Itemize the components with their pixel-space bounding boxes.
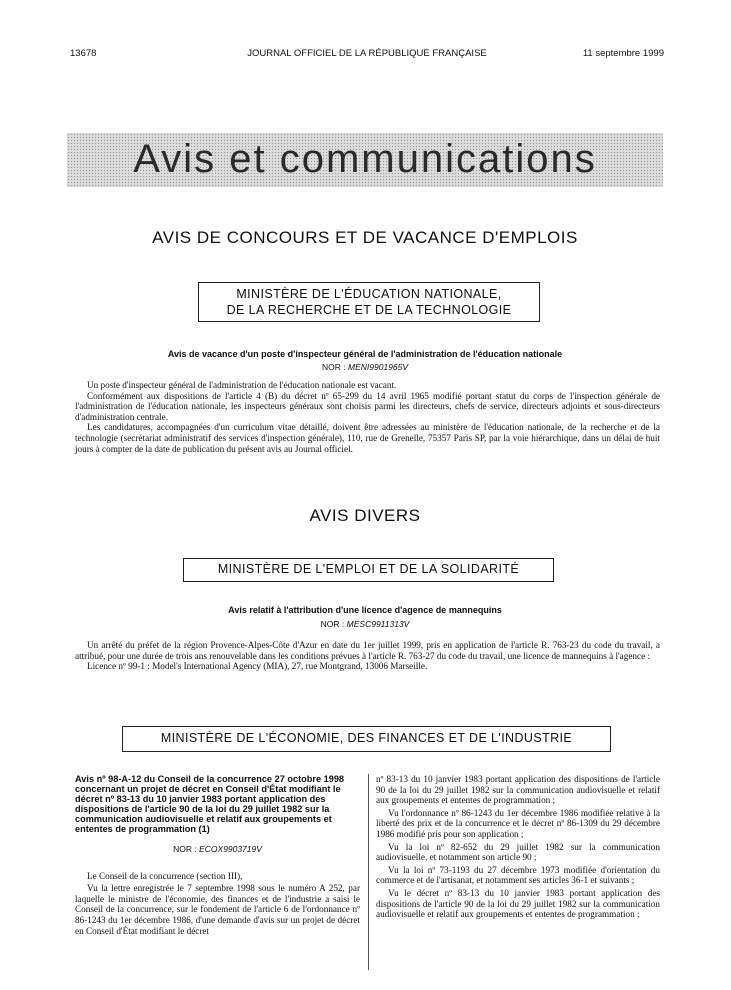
paragraph: Les candidatures, accompagnées d'un curriculum vitae détaillé, doivent être adressées au ministère de l'éducation nationale, de la recherche et de la technologie (secrétariat administratif des services d'inspection générale), 110, rue de Grenelle, 75357 Paris SP, par la voie hiérarchique, dans un délai de huit jours à compter de la date de publication du présent avis au Journal officiel. [75,422,660,454]
paragraph: Vu le décret nº 83-13 du 10 janvier 1983 portant application des dispositions de l'article 90 de la loi du 29 juillet 1982 sur la communication audiovisuelle et relatif aux groupements et ententes de programmation ; [376,887,660,920]
running-head [70,48,664,62]
paragraph: Vu l'ordonnance nº 86-1243 du 1er décembre 1986 modifiée relative à la liberté des prix et de la concurrence et le décret nº 86-1309 du 29 décembre 1986 modifié pris pour son application ; [376,807,660,839]
page-number: 13678 [70,48,97,59]
ministry-education-line2: DE LA RECHERCHE ET DE LA TECHNOLOGIE [226,303,512,317]
ministry-box-education [198,282,540,322]
nor-code: ECOX9903719V [199,844,262,854]
nor-label: NOR : [321,362,346,372]
nor-reference-3 [75,844,360,855]
left-column [75,774,360,938]
nor-reference-2 [67,619,663,629]
paragraph: Un arrêté du préfet de la région Provence-Alpes-Côte d'Azur en date du 1er juillet 1999, pris en application de l'article R. 763-23 du code du travail, a attribué, pour une durée de trois ans renouvelable dans les conditions prévues à l'article R. 763-27 du code du travail, une licence de mannequins à l'agence : [75,640,660,661]
paragraph: Licence nº 99-1 : Model's International Agency (MIA), 27, rue Montgrand, 13006 Marseille. [87,661,428,672]
section-heading-avis-divers: AVIS DIVERS [309,506,421,525]
notice-title-inspecteur: Avis de vacance d'un poste d'inspecteur général de l'administration de l'éducation nationale [167,349,563,359]
paragraph: nº 83-13 du 10 janvier 1983 portant application des dispositions de l'article 90 de la loi du 29 juillet 1982 sur la communication audiovisuelle et relatif aux groupements et ententes de programmation ; [376,774,660,806]
avis-title: Avis nº 98-A-12 du Conseil de la concurrence 27 octobre 1998 concernant un projet de décret en Conseil d'État modifiant le décret nº 83-13 du 10 janvier 1983 portant application des dispositions de l'article 90 de la loi du 29 juillet 1982 sur la communication audiovisuelle et relatif aux groupements et ententes de programmation (1) [75,774,345,834]
column-divider [368,774,369,970]
nor-code: MESC9911313V [346,619,410,629]
nor-label: NOR : [320,619,345,629]
paragraph: Le Conseil de la concurrence (section III), [87,870,243,881]
nor-reference-1 [67,362,663,372]
journal-title: JOURNAL OFFICIEL DE LA RÉPUBLIQUE FRANÇAISE [247,48,487,59]
banner-title: Avis et communications [133,137,597,181]
nor-code: MENI9901965V [347,362,408,372]
paragraph: Vu la loi nº 82-652 du 29 juillet 1982 sur la communication audiovisuelle, et notamment son article 90 ; [376,841,660,863]
ministry-economie: MINISTÈRE DE L'ÉCONOMIE, DES FINANCES ET DE L'INDUSTRIE [160,731,573,745]
right-column [376,774,660,922]
notice-body-inspecteur [75,380,660,454]
notice-title-mannequins: Avis relatif à l'attribution d'une licence d'agence de mannequins [228,605,502,615]
section-banner [67,133,663,187]
paragraph: Conformément aux dispositions de l'article 4 (B) du décret nº 65-299 du 14 avril 1965 modifié portant statut du corps de l'inspection générale de l'administration de l'éducation nationale, les inspecteurs généraux sont choisis parmi les directeurs, chefs de service, directeurs adjoints et sous-directeurs d'administration centrale. [75,390,660,422]
ministry-box-economie [122,726,611,752]
section-heading-concours: AVIS DE CONCOURS ET DE VACANCE D'EMPLOIS [152,228,578,247]
nor-label: NOR : [173,844,197,854]
ministry-box-emploi [183,558,554,582]
ministry-education-line1: MINISTÈRE DE L'ÉDUCATION NATIONALE, [236,287,502,301]
ministry-emploi: MINISTÈRE DE L'EMPLOI ET DE LA SOLIDARITÉ [217,562,520,576]
notice-body-mannequins [75,640,660,672]
paragraph: Un poste d'inspecteur général de l'administration de l'éducation nationale est vacant. [87,380,397,390]
paragraph: Vu la loi nº 73-1193 du 27 décembre 1973 modifiée d'orientation du commerce et de l'artisanat, et notamment ses articles 36-1 et suivants ; [376,864,660,886]
issue-date: 11 septembre 1999 [582,48,664,59]
paragraph: Vu la lettre enregistrée le 7 septembre 1998 sous le numéro A 252, par laquelle le ministre de l'économie, des finances et de l'industrie a saisi le Conseil de la concurrence, sur le fondement de l'article 6 de l'ordonnance nº 86-1243 du 1er décembre 1986, d'une demande d'avis sur un projet de décret en Conseil d'État modifiant le décret [75,883,360,936]
